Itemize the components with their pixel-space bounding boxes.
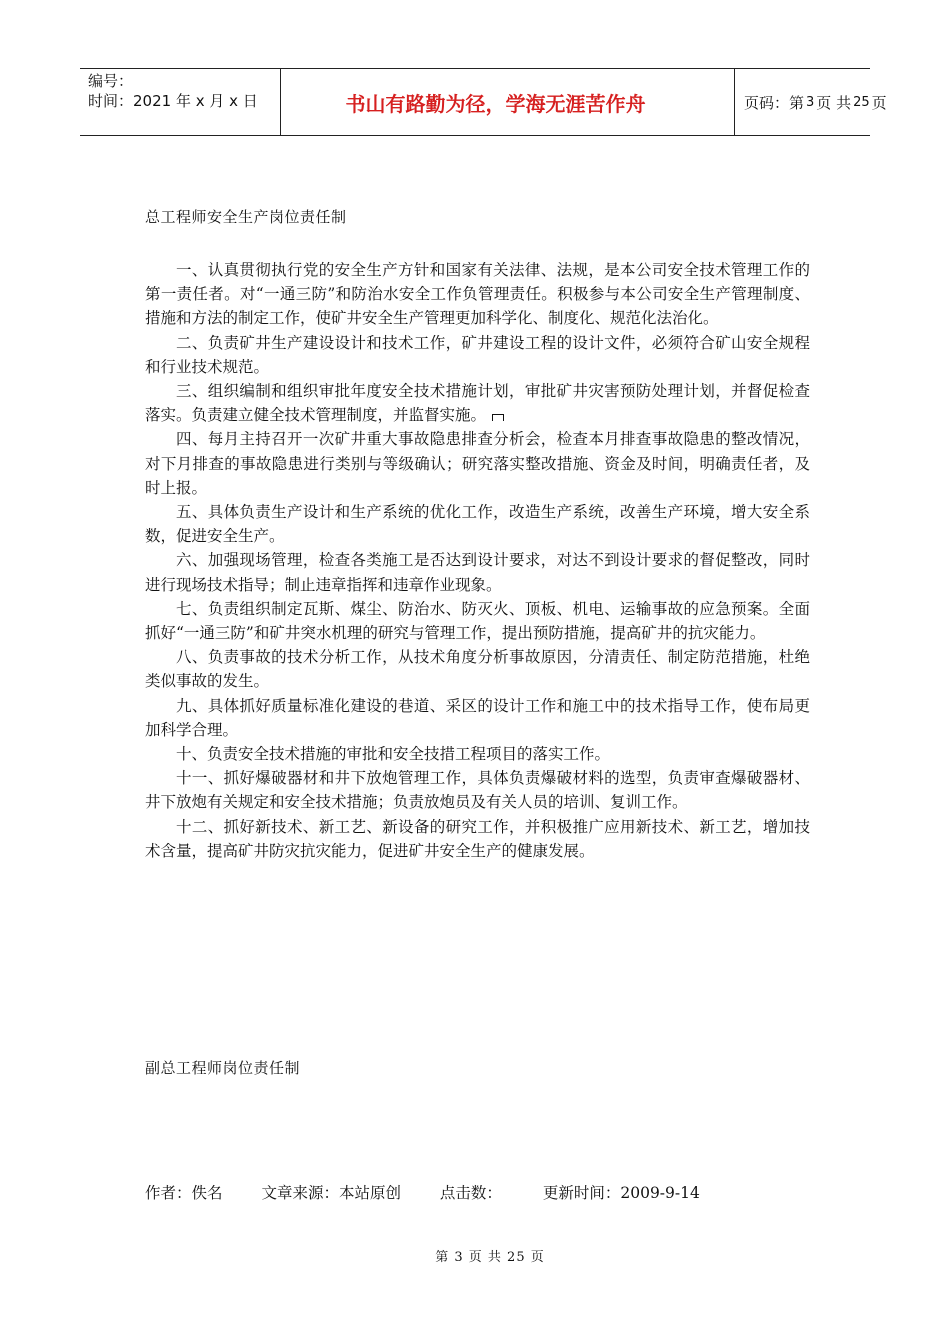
paragraph: 八、负责事故的技术分析工作，从技术角度分析事故原因，分清责任、制定防范措施，杜绝类似事故的发生。 xyxy=(145,648,810,691)
section-subtitle: 副总工程师岗位责任制 xyxy=(145,1059,301,1077)
meta-author: 作者：佚名 xyxy=(145,1184,223,1202)
meta-clicks: 点击数： xyxy=(439,1184,502,1202)
page-prefix: 页码：第 xyxy=(744,93,805,112)
page-middle: 页 共 xyxy=(816,93,852,112)
article-meta xyxy=(145,1181,700,1203)
date-label: 时间：2021 年 x 月 x 日 xyxy=(88,92,258,110)
document-title: 总工程师安全生产岗位责任制 xyxy=(145,208,347,226)
page-header xyxy=(80,68,887,136)
paragraph xyxy=(145,379,810,427)
page-suffix: 页 xyxy=(871,93,887,112)
paragraph: 十二、抓好新技术、新工艺、新设备的研究工作，并积极推广应用新技术、新工艺，增加技术含量，提高矿井防灾抗灾能力，促进矿井安全生产的健康发展。 xyxy=(145,817,810,860)
page-footer: 第 3 页 共 25 页 xyxy=(435,1250,545,1265)
page-current: 3 xyxy=(806,94,815,110)
paragraph: 七、负责组织制定瓦斯、煤尘、防治水、防灭火、顶板、机电、运输事故的应急预案。全面抓好“一通三防”和矿井突水机理的研究与管理工作，提出预防措施，提高矿井的抗灾能力。 xyxy=(145,599,810,643)
number-label: 编号： xyxy=(88,72,134,90)
document-body xyxy=(145,258,810,863)
paragraph: 一、认真贯彻执行党的安全生产方针和国家有关法律、法规，是本公司安全技术管理工作的第一责任者。对“一通三防”和防治水安全工作负管理责任。积极参与本公司安全生产管理制度、措施和方法的制定工作，使矿井安全生产管理更加科学化、制度化、规范化法治化。 xyxy=(145,261,810,328)
paragraph: 十一、抓好爆破器材和井下放炮管理工作，具体负责爆破材料的选型，负责审查爆破器材、井下放炮有关规定和安全技术措施；负责放炮员及有关人员的培训、复训工作。 xyxy=(145,769,810,812)
page-total: 25 xyxy=(853,94,870,110)
meta-updated: 更新时间：2009-9-14 xyxy=(542,1184,700,1202)
paragraph: 四、每月主持召开一次矿井重大事故隐患排查分析会，检查本月排查事故隐患的整改情况，对下月排查的事故隐患进行类别与等级确认；研究落实整改措施、资金及时间，明确责任者，及时上报。 xyxy=(145,430,810,497)
paragraph: 五、具体负责生产设计和生产系统的优化工作，改造生产系统，改善生产环境，增大安全系数，促进安全生产。 xyxy=(145,503,810,546)
header-motto: 书山有路勤为径，学海无涯苦作舟 xyxy=(281,69,735,135)
paragraph: 六、加强现场管理，检查各类施工是否达到设计要求，对达不到设计要求的督促整改，同时进行现场技术指导；制止违章指挥和违章作业现象。 xyxy=(145,551,810,594)
header-page-number xyxy=(735,69,887,135)
paragraph: 十、负责安全技术措施的审批和安全技措工程项目的落实工作。 xyxy=(176,745,611,764)
header-info-cell xyxy=(80,69,281,135)
paragraph-mark-icon xyxy=(492,414,504,421)
meta-source: 文章来源：本站原创 xyxy=(261,1184,401,1202)
paragraph: 二、负责矿井生产建设设计和技术工作，矿井建设工程的设计文件，必须符合矿山安全规程和行业技术规范。 xyxy=(145,333,810,376)
paragraph: 九、具体抓好质量标准化建设的巷道、采区的设计工作和施工中的技术指导工作，使布局更加科学合理。 xyxy=(145,696,810,739)
paragraph-text: 三、组织编制和组织审批年度安全技术措施计划，审批矿井灾害预防处理计划，并督促检查落实。负责建立健全技术管理制度，并监督实施。 xyxy=(145,382,810,425)
